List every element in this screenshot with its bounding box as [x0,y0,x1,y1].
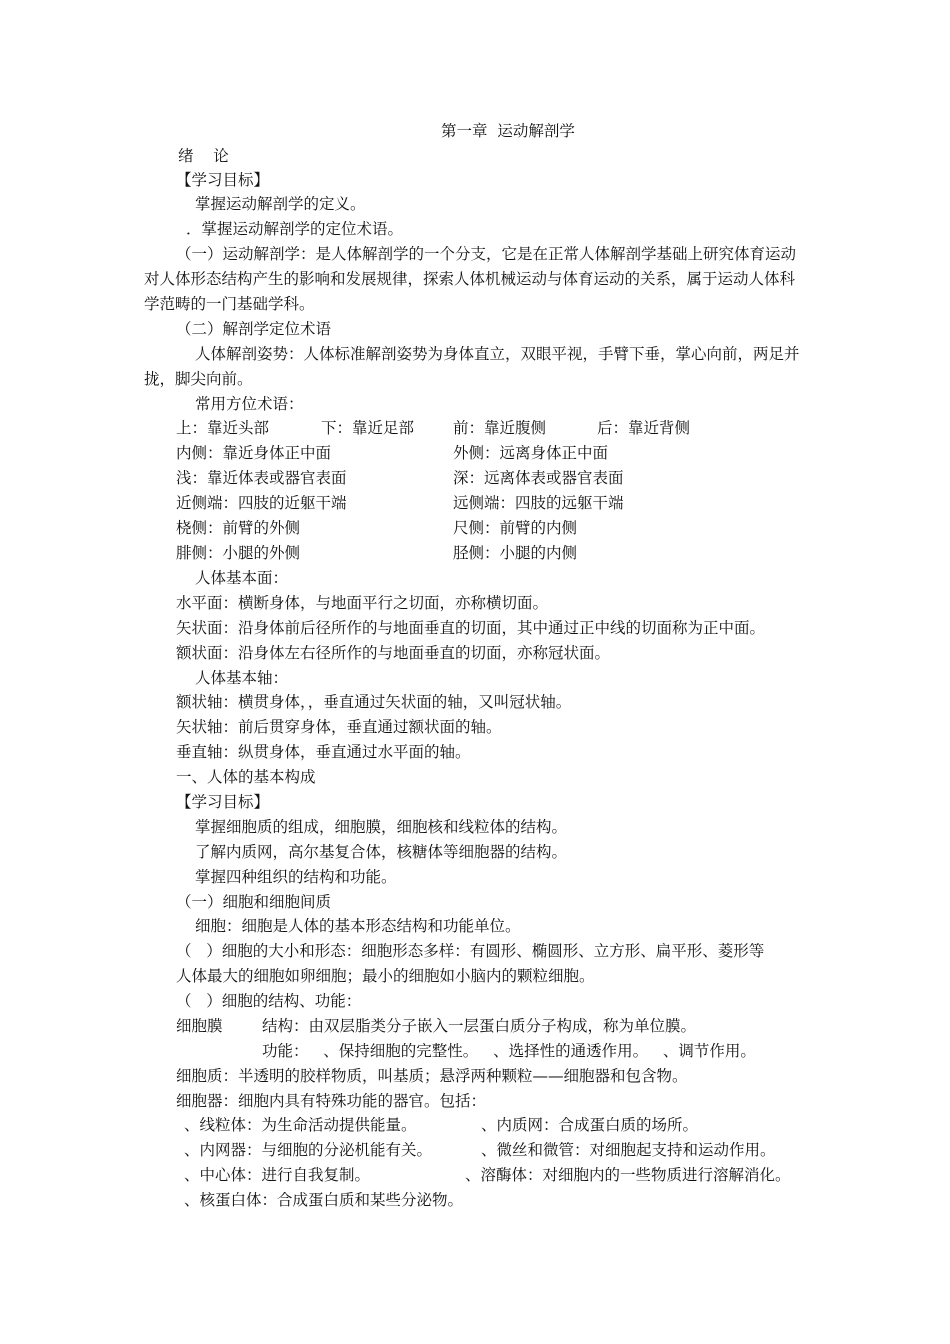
intro-heading: 绪 论 [178,147,229,165]
organelle-item: 、溶酶体：对细胞内的一些物质进行溶解消化。 [465,1166,791,1184]
cell-structure-label: （ ）细胞的结构、功能： [176,992,362,1010]
organelle-item: 、微丝和微管：对细胞起支持和运动作用。 [481,1141,776,1159]
objectives-label: 【学习目标】 [176,171,270,189]
membrane-structure: 结构：由双层脂类分子嵌入一层蛋白质分子构成，称为单位膜。 [262,1017,697,1035]
term-posterior: 后：靠近背侧 [597,419,691,437]
definition-paragraph-line: 学范畴的一门基础学科。 [144,295,315,313]
objective-item: ．掌握运动解剖学的定位术语。 [186,220,404,238]
cell-size-line: 人体最大的细胞如卵细胞；最小的细胞如小脑内的颗粒细胞。 [176,967,595,985]
axis-item: 垂直轴：纵贯身体，垂直通过水平面的轴。 [176,743,471,761]
term-right: 胫侧：小腿的内侧 [453,544,578,562]
objective-item: 掌握四种组织的结构和功能。 [195,868,397,886]
term-anterior: 前：靠近腹侧 [453,419,547,437]
objective-item: 掌握细胞质的组成，细胞膜，细胞核和线粒体的结构。 [195,818,568,836]
term-inferior: 下：靠近足部 [321,419,415,437]
definition-paragraph-line: （一）运动解剖学：是人体解剖学的一个分支，它是在正常人体解剖学基础上研究体育运动 [176,245,797,263]
plane-item: 额状面：沿身体左右径所作的与地面垂直的切面，亦称冠状面。 [176,644,611,662]
posture-paragraph-line: 人体解剖姿势：人体标准解剖姿势为身体直立，双眼平视，手臂下垂，掌心向前，两足并 [195,345,800,363]
membrane-function: 功能： 、保持细胞的完整性。 、选择性的通透作用。 、调节作用。 [262,1042,756,1060]
organelle-item: 、中心体：进行自我复制。 [184,1166,371,1184]
subsection-heading: （一）细胞和细胞间质 [176,893,332,911]
organelle-item: 、核蛋白体：合成蛋白质和某些分泌物。 [184,1191,464,1209]
term-left: 近侧端：四肢的近躯干端 [176,494,347,512]
objectives-label: 【学习目标】 [176,793,270,811]
plane-item: 水平面：横断身体，与地面平行之切面，亦称横切面。 [176,594,549,612]
posture-paragraph-line: 拢，脚尖向前。 [144,370,253,388]
subsection-heading: （二）解剖学定位术语 [176,320,332,338]
organelle-line: 细胞器：细胞内具有特殊功能的器官。包括： [176,1092,487,1110]
organelle-item: 、内网器：与细胞的分泌机能有关。 [184,1141,433,1159]
term-right: 尺侧：前臂的内侧 [453,519,578,537]
term-superior: 上：靠近头部 [176,419,270,437]
term-left: 内侧：靠近身体正中面 [176,444,332,462]
organelle-item: 、线粒体：为生命活动提供能量。 [184,1116,417,1134]
term-right: 外侧：远离身体正中面 [453,444,609,462]
definition-paragraph-line: 对人体形态结构产生的影响和发展规律，探索人体机械运动与体育运动的关系，属于运动人体科 [144,270,796,288]
plane-item: 矢状面：沿身体前后径所作的与地面垂直的切面，其中通过正中线的切面称为正中面。 [176,619,766,637]
axes-label: 人体基本轴： [195,669,289,687]
terms-label: 常用方位术语： [195,395,304,413]
membrane-label: 细胞膜 [176,1017,223,1035]
objective-item: 掌握运动解剖学的定义。 [195,195,366,213]
axis-item: 额状轴：横贯身体，，垂直通过矢状面的轴，又叫冠状轴。 [176,693,572,711]
cell-definition: 细胞：细胞是人体的基本形态结构和功能单位。 [195,917,521,935]
term-left: 桡侧：前臂的外侧 [176,519,301,537]
term-right: 远侧端：四肢的远躯干端 [453,494,624,512]
term-left: 腓侧：小腿的外侧 [176,544,301,562]
objective-item: 了解内质网，高尔基复合体，核糖体等细胞器的结构。 [195,843,568,861]
section-heading: 一、人体的基本构成 [176,768,316,786]
term-left: 浅：靠近体表或器官表面 [176,469,347,487]
cytoplasm-line: 细胞质：半透明的胶样物质，叫基质；悬浮两种颗粒——细胞器和包含物。 [176,1067,688,1085]
axis-item: 矢状轴：前后贯穿身体，垂直通过额状面的轴。 [176,718,502,736]
organelle-item: 、内质网：合成蛋白质的场所。 [481,1116,699,1134]
chapter-title: 第一章 运动解剖学 [441,122,575,140]
cell-size-line: （ ）细胞的大小和形态：细胞形态多样：有圆形、椭圆形、立方形、扁平形、菱形等 [176,942,765,960]
term-right: 深：远离体表或器官表面 [453,469,624,487]
planes-label: 人体基本面： [195,569,289,587]
